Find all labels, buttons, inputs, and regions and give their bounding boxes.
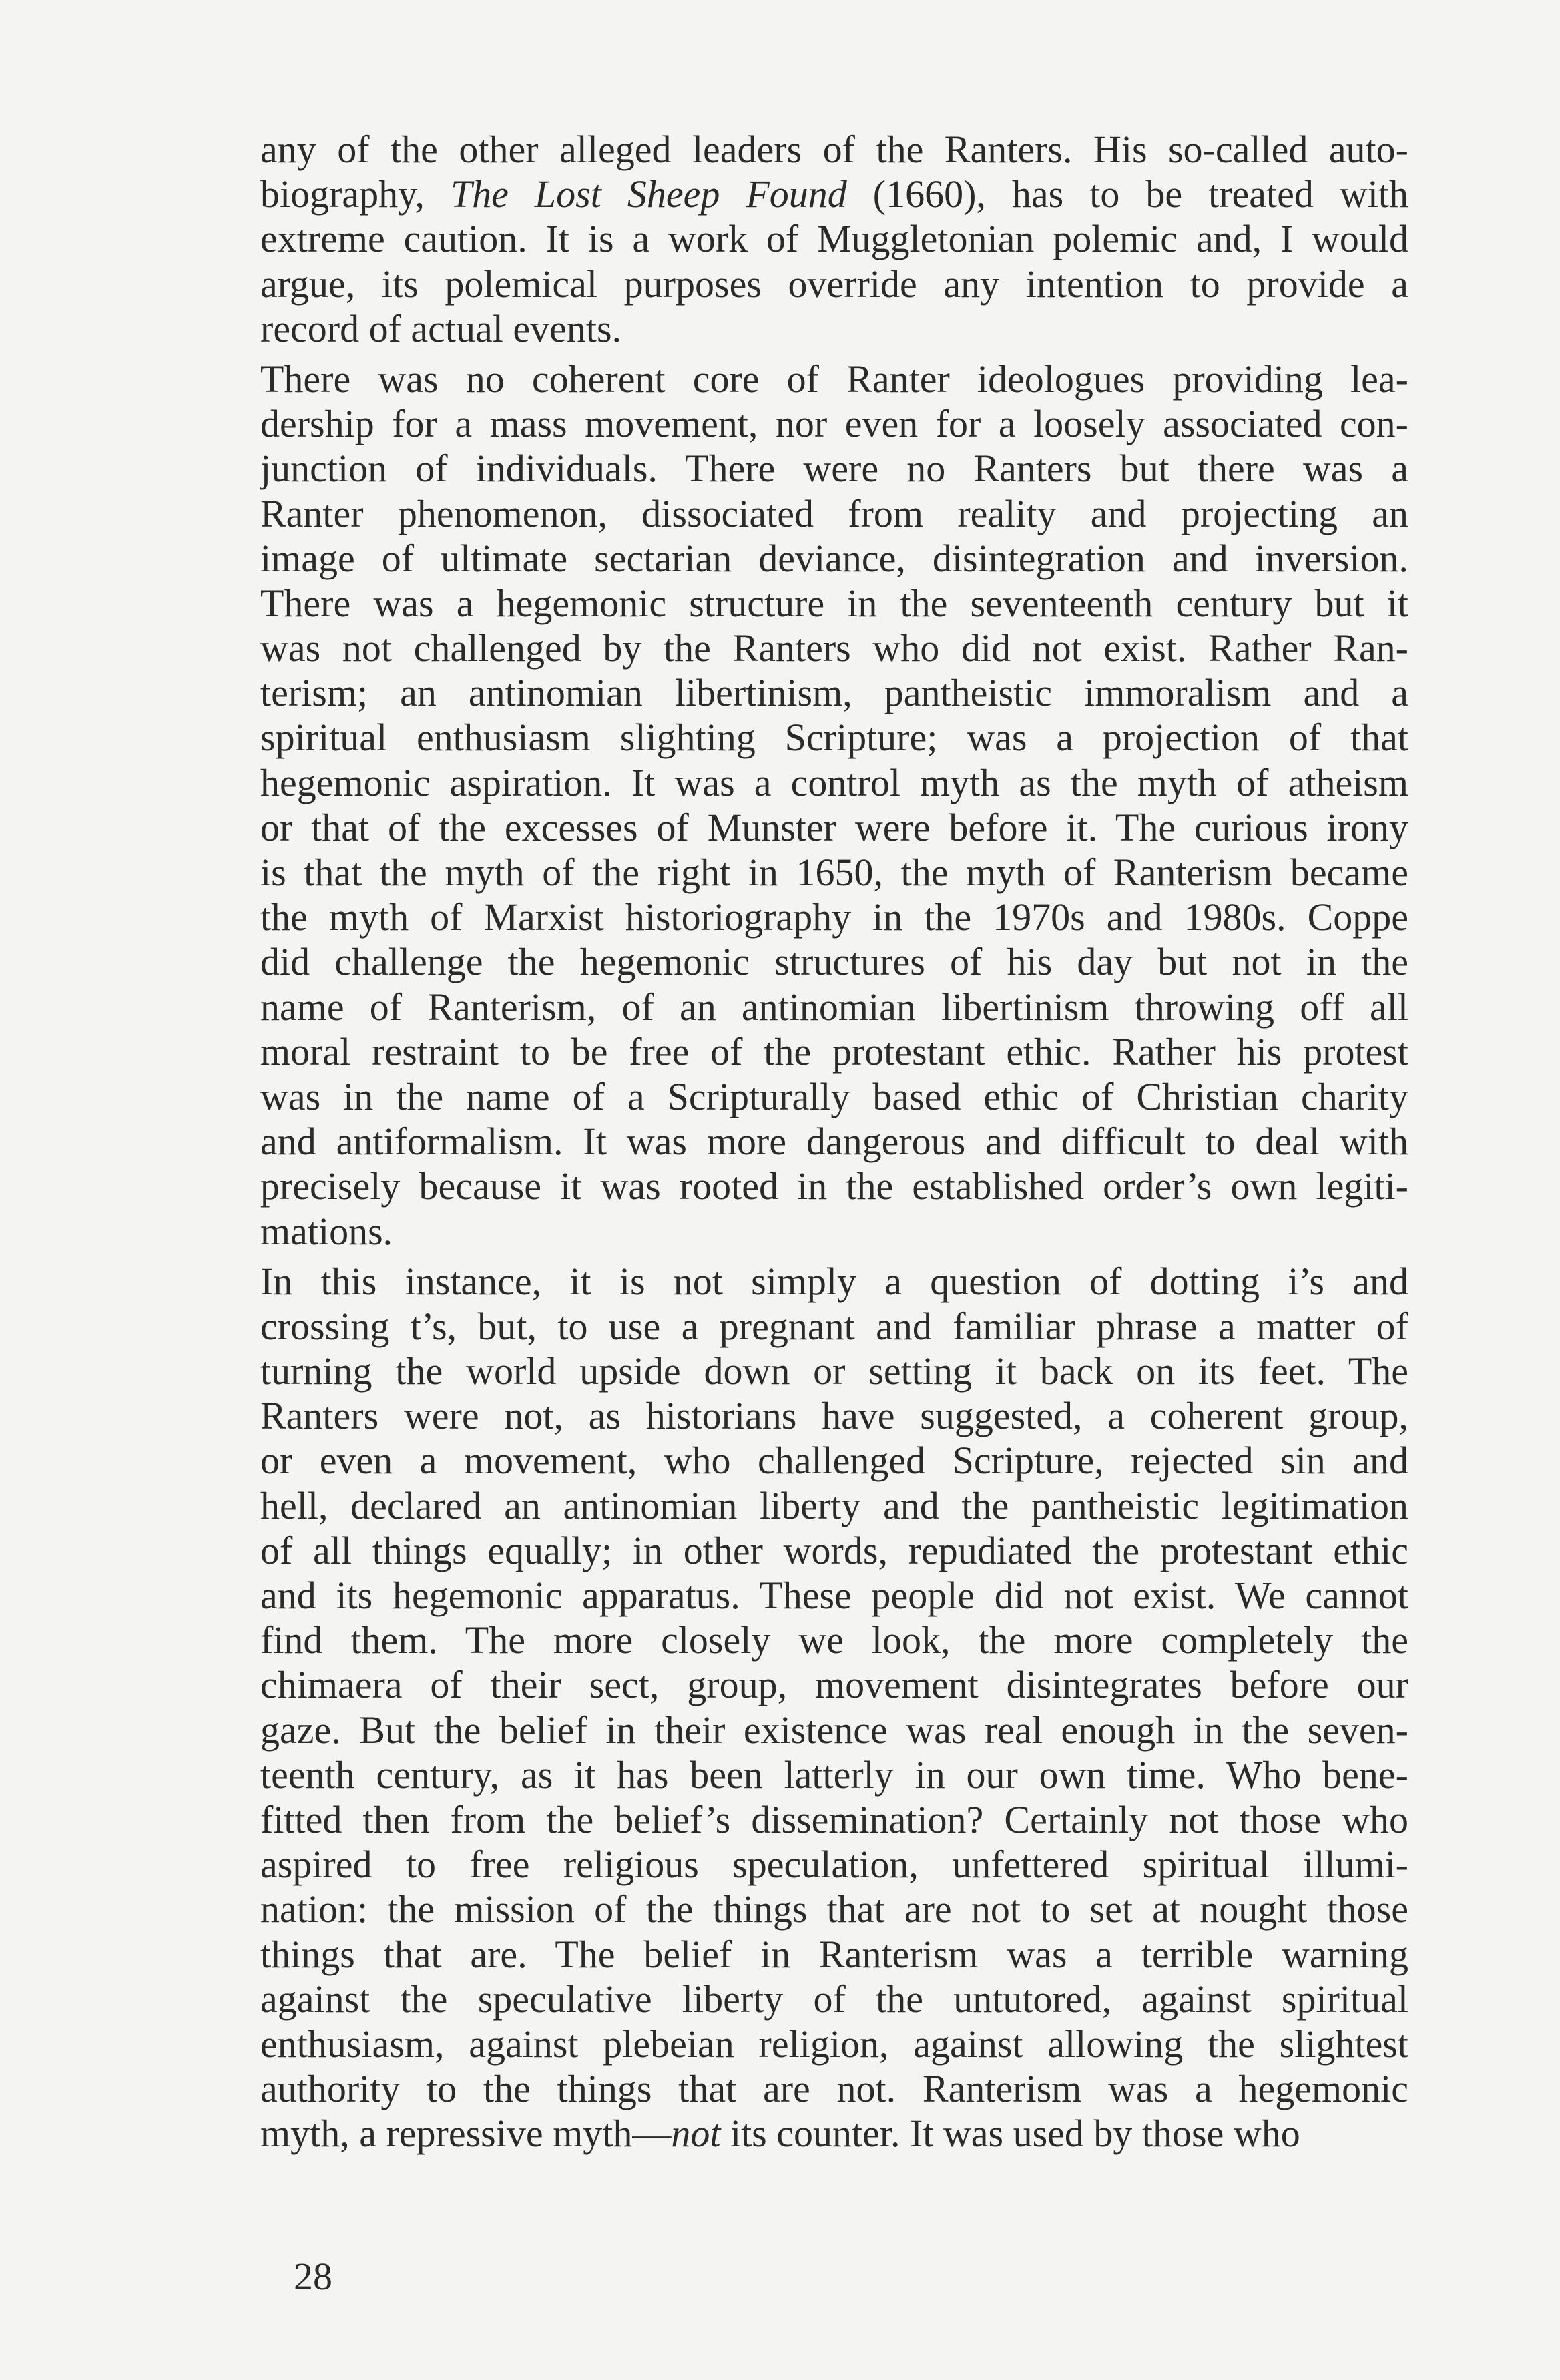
text-line: enthusiasm, against plebeian religion, against allowing the slightest xyxy=(260,2021,1408,2066)
text-line: the myth of Marxist historiography in the 1970s and 1980s. Coppe xyxy=(260,895,1408,939)
text-line: things that are. The belief in Ranterism was a terrible warning xyxy=(260,1932,1408,1976)
text-line xyxy=(260,2111,1408,2156)
paragraph-gap xyxy=(260,1254,1408,1259)
text-line: authority to the things that are not. Ranterism was a hegemonic xyxy=(260,2067,1408,2111)
text-line: There was a hegemonic structure in the seventeenth century but it xyxy=(260,581,1408,625)
text-line: or that of the excesses of Munster were before it. The curious irony xyxy=(260,805,1408,849)
text-line: mations. xyxy=(260,1209,393,1253)
text-line: was not challenged by the Ranters who did not exist. Rather Ran- xyxy=(260,626,1408,670)
text-line: spiritual enthusiasm slighting Scripture; was a projection of that xyxy=(260,716,1408,760)
paragraph xyxy=(260,127,1408,351)
italic-text: The Lost Sheep Found xyxy=(450,172,847,216)
text-line: terism; an antinomian libertinism, pantheistic immoralism and a xyxy=(260,671,1408,715)
text-line: find them. The more closely we look, the more completely the xyxy=(260,1618,1408,1662)
text-line: is that the myth of the right in 1650, the myth of Ranterism became xyxy=(260,851,1408,894)
text-line: against the speculative liberty of the untutored, against spiritual xyxy=(260,1977,1408,2021)
text-line: In this instance, it is not simply a question of dotting i’s and xyxy=(260,1259,1408,1303)
text-line: precisely because it was rooted in the established order’s own legiti- xyxy=(260,1164,1408,1208)
body-text xyxy=(260,127,1408,2156)
text-line: was in the name of a Scripturally based ethic of Christian charity xyxy=(260,1074,1408,1118)
text-line: and antiformalism. It was more dangerous and difficult to deal with xyxy=(260,1120,1408,1164)
text-line: record of actual events. xyxy=(260,306,622,350)
paragraph xyxy=(260,356,1408,1254)
text-line: aspired to free religious speculation, unfettered spiritual illumi- xyxy=(260,1843,1408,1887)
text-segment: biography, xyxy=(260,172,451,216)
text-segment: myth, a repressive myth— xyxy=(260,2112,672,2156)
text-line: turning the world upside down or setting it back on its feet. The xyxy=(260,1349,1408,1393)
text-line: chimaera of their sect, group, movement disintegrates before our xyxy=(260,1663,1408,1707)
text-line: of all things equally; in other words, repudiated the protestant ethic xyxy=(260,1528,1408,1572)
text-line: argue, its polemical purposes override any intention to provide a xyxy=(260,262,1408,306)
text-line: hegemonic aspiration. It was a control myth as the myth of atheism xyxy=(260,760,1408,804)
text-line: name of Ranterism, of an antinomian libertinism throwing off all xyxy=(260,985,1408,1029)
paragraph-gap xyxy=(260,351,1408,356)
page-number: 28 xyxy=(294,2254,332,2298)
text-line: extreme caution. It is a work of Muggletonian polemic and, I would xyxy=(260,217,1408,261)
text-segment: (1660), has to be treated with xyxy=(846,172,1408,216)
paragraph xyxy=(260,1259,1408,2156)
text-line: junction of individuals. There were no Ranters but there was a xyxy=(260,447,1408,491)
text-line: any of the other alleged leaders of the Ranters. His so-called auto- xyxy=(260,128,1408,171)
text-line: crossing t’s, but, to use a pregnant and familiar phrase a matter of xyxy=(260,1304,1408,1348)
text-line: and its hegemonic apparatus. These people did not exist. We cannot xyxy=(260,1574,1408,1617)
text-line: Ranters were not, as historians have suggested, a coherent group, xyxy=(260,1394,1408,1438)
text-line: There was no coherent core of Ranter ideologues providing lea- xyxy=(260,356,1408,401)
text-line: dership for a mass movement, nor even for a loosely associated con- xyxy=(260,402,1408,446)
text-line: moral restraint to be free of the protestant ethic. Rather his protest xyxy=(260,1029,1408,1074)
text-line xyxy=(260,172,1408,216)
italic-text: not xyxy=(671,2112,721,2156)
text-line: gaze. But the belief in their existence was real enough in the seven- xyxy=(260,1708,1408,1752)
text-line: hell, declared an antinomian liberty and the pantheistic legitimation xyxy=(260,1483,1408,1527)
text-segment: its counter. It was used by those who xyxy=(720,2112,1300,2156)
text-line: fitted then from the belief’s dissemination? Certainly not those who xyxy=(260,1797,1408,1841)
text-line: did challenge the hegemonic structures of his day but not in the xyxy=(260,940,1408,984)
text-line: or even a movement, who challenged Scripture, rejected sin and xyxy=(260,1439,1408,1483)
text-line: nation: the mission of the things that are not to set at nought those xyxy=(260,1887,1408,1931)
text-line: Ranter phenomenon, dissociated from reality and projecting an xyxy=(260,491,1408,535)
text-line: teenth century, as it has been latterly in our own time. Who bene- xyxy=(260,1752,1408,1797)
text-line: image of ultimate sectarian deviance, disintegration and inversion. xyxy=(260,536,1408,580)
